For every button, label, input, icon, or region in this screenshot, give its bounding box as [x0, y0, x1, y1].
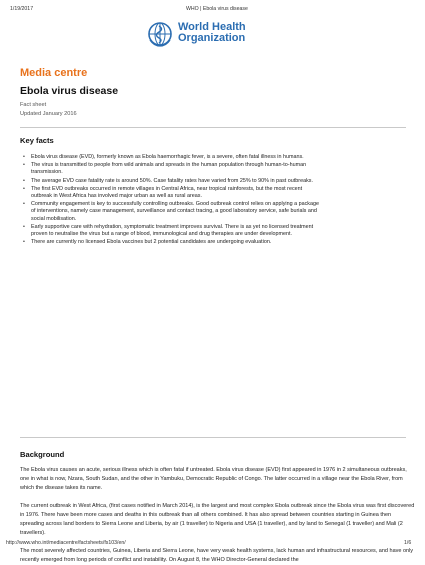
background-paragraph: The Ebola virus causes an acute, serious illness which is often fatal if untreated. Ebola virus disease (EVD) first appeared in 1976 in 2 simultaneous outbreaks, one in what is now, Nzara, South Sudan, and the other in Yambuku, Democratic Republic of Congo. The latter occurred in a village near the Ebola River, from which the disease takes its name. — [20, 467, 407, 491]
background-paragraph: The most severely affected countries, Guinea, Liberia and Sierra Leone, have very weak health systems, lack human and infrastructural resources, and have only recently emerged from long periods of conflict and instability. On August 8, the WHO Director-General declared the — [20, 548, 414, 563]
un-emblem-icon — [146, 20, 174, 48]
updated-date: Updated January 2016 — [20, 111, 77, 117]
list-item: • The average EVD case fatality rate is around 50%. Case fatality rates have varied from 25% to 90% in past outbreaks. — [20, 178, 320, 185]
who-logo[interactable] — [146, 18, 276, 62]
list-item: • Community engagement is key to successfully controlling outbreaks. Good outbreak control relies on applying a package of interventions, namely case management, surveillance and contact tracing, a good laboratory service, safe burials and social mobilisation. — [20, 201, 320, 223]
divider — [20, 437, 406, 438]
who-wordmark: World Health Organization — [178, 21, 246, 44]
background-heading: Background — [20, 450, 65, 459]
page-number: 1/6 — [404, 540, 412, 546]
list-item: • Early supportive care with rehydration, symptomatic treatment improves survival. There is as yet no licensed treatment proven to neutralise the virus but a range of blood, immunological and drug therapies are under development. — [20, 224, 320, 238]
list-item: • There are currently no licensed Ebola vaccines but 2 potential candidates are undergoing evaluation. — [20, 239, 320, 246]
section-title: Media centre — [20, 67, 88, 79]
print-date: 1/19/2017 — [10, 6, 34, 12]
page-title: Ebola virus disease — [20, 85, 119, 97]
key-facts-heading: Key facts — [20, 136, 54, 145]
print-page-title: WHO | Ebola virus disease — [186, 6, 248, 12]
list-item: • Ebola virus disease (EVD), formerly known as Ebola haemorrhagic fever, is a severe, often fatal illness in humans. — [20, 154, 320, 161]
list-item: • The virus is transmitted to people from wild animals and spreads in the human population through human-to-human transmission. — [20, 162, 320, 176]
key-facts-list — [20, 154, 320, 247]
list-item: • The first EVD outbreaks occurred in remote villages in Central Africa, near tropical rainforests, but the most recent outbreak in West Africa has involved major urban as well as rural areas. — [20, 186, 320, 200]
fact-sheet-label: Fact sheet — [20, 102, 47, 108]
background-paragraph: The current outbreak in West Africa, (first cases notified in March 2014), is the largest and most complex Ebola outbreak since the Ebola virus was first discovered in 1976. There have been more cases and deaths in this outbreak than all others combined. It has also spread between countries starting in Guinea then spreading across land borders to Sierra Leone and Liberia, by air (1 traveller) to Nigeria and USA (1 traveller), and by land to Senegal (1 traveller) and Mali (2 travellers). — [20, 503, 415, 536]
divider — [20, 127, 406, 128]
page-url[interactable]: http://www.who.int/mediacentre/factsheets/fs103/en/ — [6, 540, 126, 546]
